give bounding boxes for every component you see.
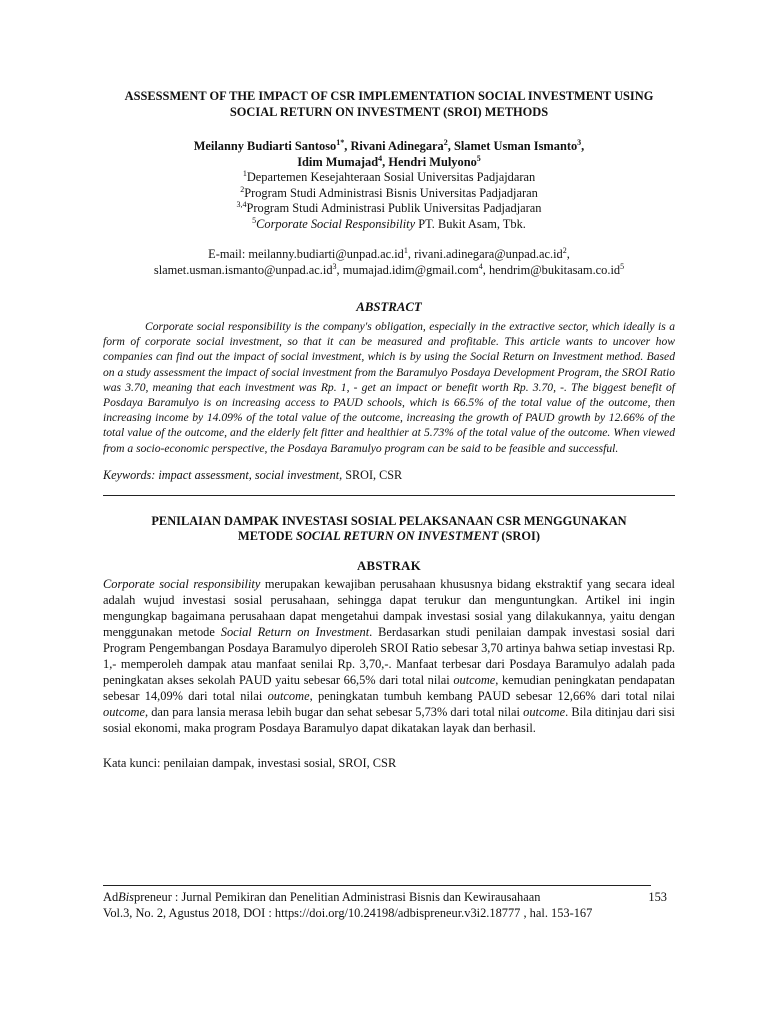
keywords-en: Keywords: impact assessment, social investment, SROI, CSR xyxy=(103,467,403,482)
email-link[interactable]: slamet.usman.ismanto@unpad.ac.id xyxy=(153,263,333,277)
author: Meilanny Budiarti Santoso$^{1*}$, xyxy=(193,137,351,153)
affiliation: $^5$Corporate Social Responsibility PT. Bukit Asam, Tbk. xyxy=(252,215,526,231)
affiliation: $^{3,4}$Program Studi Administrasi Publik Universitas Padjadjaran xyxy=(236,199,542,215)
email-link[interactable]: mumajad.idim@gmail.com xyxy=(342,263,479,277)
section-divider xyxy=(103,495,675,496)
abstrak-text: Corporate social responsibility merupakan kewajiban perusahaan khususnya bidang ekstraktif yang secara ideal adalah wujud investasi sosial perusahaan, sehingga dapat terukur dan menguntungkan. Artikel ini ingin mengungkap bagaimana perusahaan dapat mengetahui dampak investasi sosial yang dilakukannya, yaitu dengan menggunakan metode Social Return on Investment. Berdasarkan studi penilaian dampak investasi sosial dari Program Pengembangan Posdaya Baramulyo diperoleh SROI Ratio sebesar 3,70 artinya bahwa setiap investasi Rp. 1,- memperoleh dampak atau manfaat senilai Rp. 3,70,-. Manfaat terbesar dari Posdaya Baramulyo adalah pada peningkatan akses sekolah PAUD yaitu sebesar 66,5% dari total nilai outcome, kemudian peningkatan pendapatan sebesar 14,09% dari total nilai outcome, peningkatan tumbuh kembang PAUD sebesar 12,66% dari total nilai outcome, dan para lansia merasa lebih bugar dan sehat sebesar 5,73% dari total nilai outcome. Bila ditinjau dari sisi sosial ekonomi, maka program Posdaya Baramulyo dapat dikatakan layak dan berhasil. xyxy=(103,576,675,735)
indonesian-title: PENILAIAN DAMPAK INVESTASI SOSIAL PELAKSANAAN CSR MENGGUNAKAN METODE SOCIAL RETURN ON INVESTMENT (SROI) xyxy=(151,513,627,544)
keywords-id: Kata kunci: penilaian dampak, investasi sosial, SROI, CSR xyxy=(103,755,397,770)
email-link[interactable]: hendrim@bukitasam.co.id xyxy=(488,263,621,277)
abstract-text: Corporate social responsibility is the company's obligation, especially in the extractive sector, which ideally is a form of corporate social investment, so that it can be measured and profitable. This article wants to uncover how companies can find out the impact of social investment, which is by using the Social Return on Investment method. Based on a study assessment the impact of social investment from the Baramulyo Posdaya Development Program, the SROI Ratio was 3.70, meaning that each investment was Rp. 1, - get an impact or benefit worth Rp. 3.70, -. The biggest benefit of Posdaya Baramulyo is on increasing access to PAUD schools, which is 66.5% of the total value of the outcome, then increasing income by 14.09% of the total value of the outcome, increasing the growth of PAUD growth by 12.66% of the total value of the outcome, and the elderly felt fitter and healthier at 5.73% of the total value of the outcome. When viewed from a socio-economic perspective, the Posdaya Baramulyo program can be said to be feasible and successful. xyxy=(103,320,675,455)
author-list xyxy=(103,138,675,170)
paper-title: ASSESSMENT OF THE IMPACT OF CSR IMPLEMENTATION SOCIAL INVESTMENT USING SOCIAL RETURN ON INVESTMENT (SROI) METHODS xyxy=(124,89,654,119)
email-link[interactable]: rivani.adinegara@unpad.ac.id xyxy=(414,247,563,261)
author: Slamet Usman Ismanto$^3$, xyxy=(453,137,585,153)
author: Hendri Mulyono$^5$ xyxy=(388,153,481,169)
affiliation: $^2$Program Studi Administrasi Bisnis Universitas Padjadjaran xyxy=(240,184,538,200)
affiliations xyxy=(103,170,675,232)
journal-name: AdBispreneur : Jurnal Pemikiran dan Penelitian Administrasi Bisnis dan Kewirausahaan xyxy=(103,890,541,904)
footer-rule xyxy=(103,885,651,886)
page-number: 153 xyxy=(648,890,667,904)
author: Idim Mumajad$^4$, xyxy=(297,153,389,169)
email-link[interactable]: meilanny.budiarti@unpad.ac.id xyxy=(248,247,404,261)
paper-page xyxy=(103,88,675,771)
affiliation: $^1$Departemen Kesejahteraan Sosial Universitas Padjajdaran xyxy=(242,168,536,184)
page-footer xyxy=(103,885,675,921)
volume-doi-line: Vol.3, No. 2, Agustus 2018, DOI : https://doi.org/10.24198/adbispreneur.v3i2.18777 , hal. 153-167 xyxy=(103,906,593,920)
author: Rivani Adinegara$^2$, xyxy=(350,137,454,153)
abstrak-heading: ABSTRAK xyxy=(357,558,421,573)
abstract-heading: ABSTRACT xyxy=(356,300,422,314)
email-block: E-mail: $meilanny.budiarti@unpad.ac.id^1$, $rivani.adinegara@unpad.ac.id^2$, $slamet.usman.ismanto@unpad.ac.id^3$, mumajad.idim@gmail.com$^4$, $hendrim@bukitasam.co.id^5$ xyxy=(153,245,625,277)
